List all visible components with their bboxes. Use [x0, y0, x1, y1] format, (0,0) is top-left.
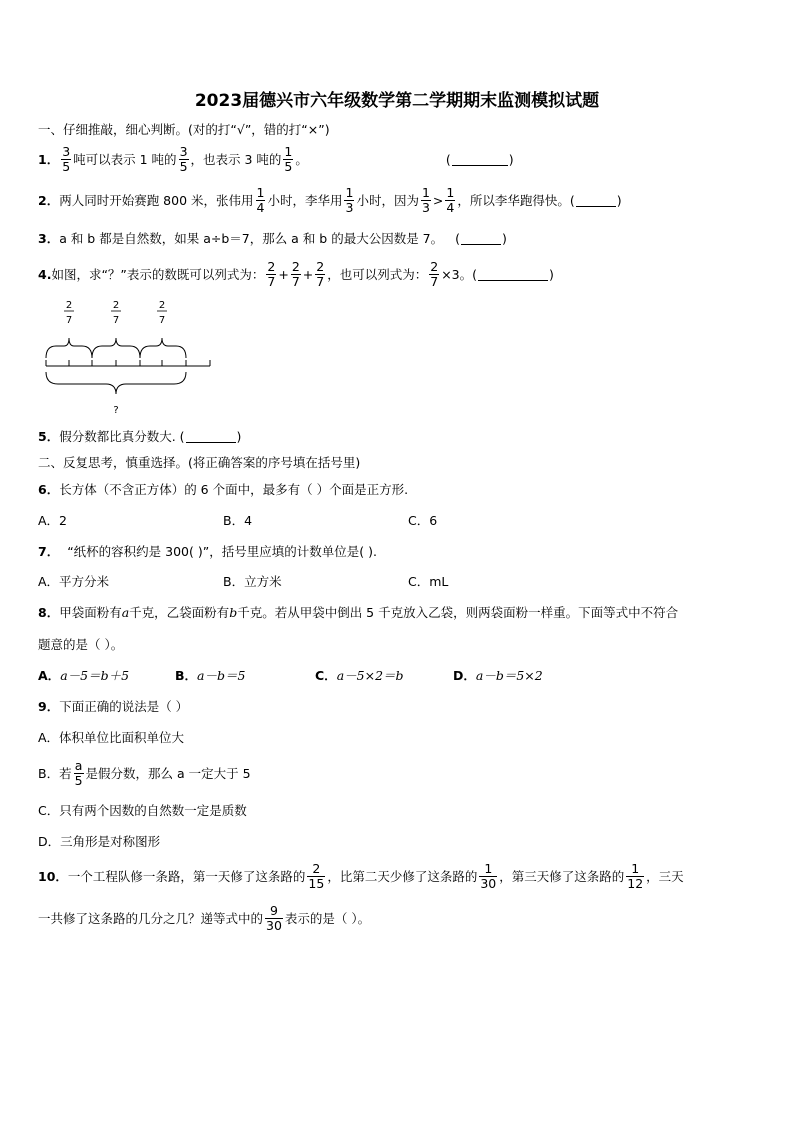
- option-text: B．若: [38, 766, 72, 781]
- section-two-heading: [38, 453, 360, 471]
- question-8: [38, 603, 678, 621]
- question-number: 6．: [38, 482, 60, 497]
- option-b[interactable]: B．a－b＝5: [175, 668, 246, 683]
- option-a[interactable]: A．a－5＝b＋5: [38, 668, 130, 683]
- answer-paren-open: (: [445, 151, 451, 167]
- top-labels: [64, 300, 167, 326]
- option-a[interactable]: A．2: [38, 513, 68, 528]
- variable-a: a: [121, 604, 130, 620]
- fraction: $\frac{1}{4}$: [256, 185, 265, 215]
- question-text: 下面正确的说法是（ ）: [59, 699, 189, 714]
- answer-paren-close: ): [616, 192, 622, 208]
- question-text: 题意的是（ ）。: [38, 637, 124, 652]
- option-b[interactable]: B．4: [223, 513, 253, 528]
- question-number: 7．: [38, 544, 60, 559]
- question-number: 4.: [38, 266, 52, 282]
- question-text: ，也表示 3 吨的: [190, 152, 282, 167]
- fraction: $\frac{2}{7}$: [267, 259, 276, 289]
- question-2: [38, 183, 622, 217]
- question-8-cont: [38, 635, 123, 653]
- option-a[interactable]: A．平方分米: [38, 574, 110, 589]
- answer-paren-close: ): [549, 266, 554, 282]
- fraction: $\frac{a}{5}$: [74, 758, 83, 788]
- option-text: C．只有两个因数的自然数一定是质数: [38, 803, 247, 818]
- question-text: 表示的是（ ）。: [284, 911, 371, 926]
- fraction: $\frac{3}{5}$: [62, 144, 71, 174]
- question-7-options: [38, 572, 448, 590]
- section-two-text: 二、反复思考，慎重选择。(将正确答案的序号填在括号里): [38, 455, 361, 470]
- segment-label-1: 2: [65, 300, 73, 311]
- number-line-diagram: [38, 296, 218, 420]
- question-number: 3．: [38, 231, 60, 246]
- plus-sign: +: [278, 266, 289, 282]
- option-c[interactable]: C．6: [408, 513, 438, 528]
- question-text: ，第三天修了这条路的: [499, 869, 625, 884]
- question-text: 甲袋面粉有: [59, 605, 122, 620]
- option-text: 是假分数，那么 a 一定大于 5: [85, 766, 251, 781]
- question-number: 2．: [38, 193, 60, 208]
- question-text: ，三天: [646, 869, 684, 884]
- option-text: A．体积单位比面积单位大: [38, 730, 185, 745]
- fraction: $\frac{1}{3}$: [421, 185, 430, 215]
- question-number: 1．: [38, 152, 60, 167]
- question-10-cont: [38, 900, 370, 936]
- answer-blank[interactable]: [461, 232, 501, 245]
- question-number: 8．: [38, 605, 60, 620]
- fraction: $\frac{1}{12}$: [627, 861, 644, 891]
- question-7: [38, 542, 377, 560]
- question-6: [38, 480, 408, 498]
- question-text: 千克，乙袋面粉有: [129, 605, 230, 620]
- question-text: ×3。(: [441, 267, 478, 282]
- question-9: [38, 697, 188, 715]
- question-mark-label: ?: [113, 405, 119, 416]
- section-one-heading: [38, 120, 330, 138]
- question-9-option-a[interactable]: [38, 728, 184, 746]
- answer-blank[interactable]: [186, 430, 236, 443]
- option-text: D．三角形是对称图形: [38, 834, 161, 849]
- answer-blank[interactable]: [452, 153, 508, 166]
- question-1: [38, 142, 514, 176]
- section-one-text: 一、仔细推敲，细心判断。(对的打“√”，错的打“×”): [38, 122, 330, 137]
- question-text: 假分数都比真分数大. (: [59, 429, 185, 444]
- answer-paren-open: (: [455, 230, 461, 246]
- question-text: 两人同时开始赛跑 800 米，张伟用: [59, 193, 254, 208]
- question-text: 长方体（不含正方体）的 6 个面中，最多有（ ）个面是正方形.: [59, 482, 409, 497]
- fraction: $\frac{9}{30}$: [266, 903, 282, 933]
- question-9-option-b[interactable]: [38, 756, 251, 790]
- question-6-options: [38, 511, 437, 529]
- answer-blank[interactable]: [576, 194, 616, 207]
- question-text: ，所以李华跑得快。(: [457, 193, 575, 208]
- question-text: “纸杯的容积约是 300( )”，括号里应填的计数单位是( ).: [67, 544, 377, 559]
- question-text: 小时，因为: [356, 193, 419, 208]
- question-3: [38, 229, 507, 247]
- variable-b: b: [229, 604, 238, 620]
- question-text: 小时，李华用: [267, 193, 343, 208]
- fraction: $\frac{3}{5}$: [179, 144, 188, 174]
- page-title: 2023届德兴市六年级数学第二学期期末监测模拟试题: [194, 91, 600, 111]
- segment-label-2: 2: [112, 300, 120, 311]
- number-line: [46, 360, 210, 366]
- question-text: 吨可以表示 1 吨的: [73, 152, 177, 167]
- question-text: ，比第二天少修了这条路的: [327, 869, 478, 884]
- question-number: 10．: [38, 869, 68, 884]
- svg-text:7: 7: [65, 315, 73, 326]
- question-8-options: [38, 666, 543, 684]
- answer-paren-close: ): [502, 230, 507, 246]
- question-5: [38, 427, 241, 445]
- plus-sign: +: [302, 266, 314, 282]
- fraction: $\frac{1}{30}$: [480, 861, 497, 891]
- fraction: $\frac{2}{7}$: [430, 259, 439, 289]
- answer-paren-close: ): [236, 428, 242, 444]
- svg-text:7: 7: [158, 315, 166, 326]
- answer-blank[interactable]: [478, 268, 548, 281]
- question-text: ，也可以列式为：: [327, 267, 428, 282]
- question-text: 。: [295, 152, 308, 167]
- option-b[interactable]: B．立方米: [223, 574, 282, 589]
- question-number: 9．: [38, 699, 60, 714]
- question-number: 5．: [38, 429, 60, 444]
- option-c[interactable]: C．mL: [408, 574, 449, 589]
- question-9-option-d[interactable]: [38, 832, 160, 850]
- fraction: $\frac{2}{7}$: [291, 259, 300, 289]
- option-d[interactable]: D．a－b＝5×2: [453, 668, 543, 683]
- fraction: $\frac{2}{7}$: [316, 259, 325, 289]
- fraction: $\frac{1}{4}$: [446, 185, 455, 215]
- bottom-brace: [46, 372, 186, 394]
- option-c[interactable]: C．a－5×2＝b: [315, 668, 404, 683]
- question-10: [38, 858, 684, 894]
- question-text: 如图，求“？”表示的数既可以列式为：: [51, 267, 265, 282]
- segment-label-3: 2: [158, 300, 166, 311]
- question-9-option-c[interactable]: [38, 801, 247, 819]
- question-text: 千克。若从甲袋中倒出 5 千克放入乙袋，则两袋面粉一样重。下面等式中不符合: [237, 605, 679, 620]
- svg-text:7: 7: [112, 315, 120, 326]
- fraction: $\frac{2}{15}$: [308, 861, 325, 891]
- question-4: [38, 256, 554, 292]
- answer-paren-close: ): [508, 151, 514, 167]
- question-text: 一个工程队修一条路，第一天修了这条路的: [67, 869, 306, 884]
- question-text: 一共修了这条路的几分之几？递等式中的: [38, 911, 264, 926]
- fraction: $\frac{1}{5}$: [284, 144, 293, 174]
- fraction: $\frac{1}{3}$: [345, 185, 354, 215]
- question-text: a 和 b 都是自然数，如果 a÷b＝7，那么 a 和 b 的最大公因数是 7。: [59, 231, 444, 246]
- greater-than-sign: >: [432, 192, 444, 208]
- top-braces: [46, 338, 186, 358]
